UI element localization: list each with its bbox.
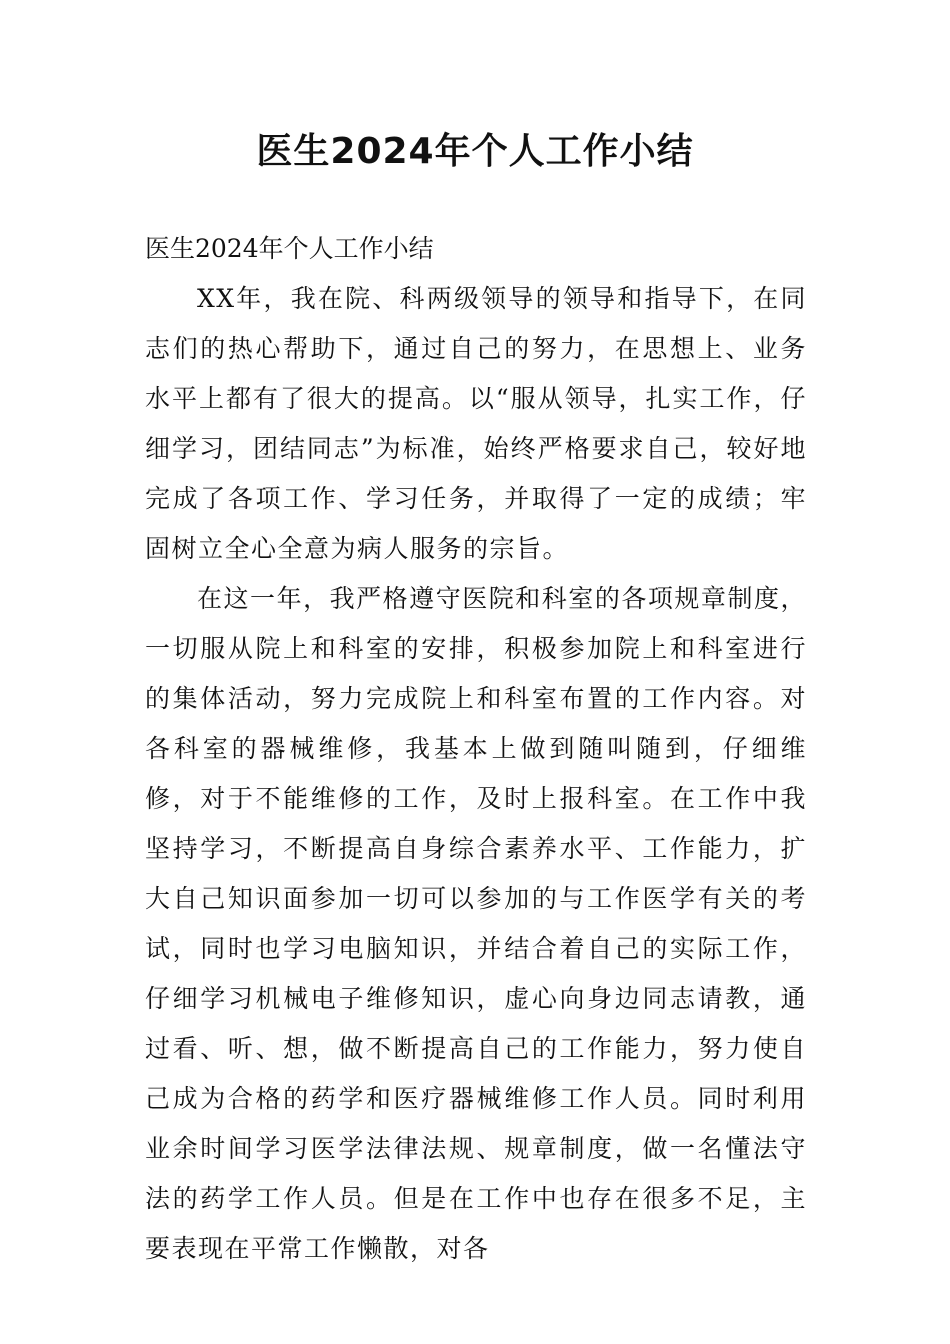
document-title: 医生2024年个人工作小结 [256,131,694,172]
paragraph: 在这一年，我严格遵守医院和科室的各项规章制度，一切服从院上和科室的安排，积极参加院上和科室进行的集体活动，努力完成院上和科室布置的工作内容。对各科室的器械维修，我基本上做到随叫随到，仔细维修，对于不能维修的工作，及时上报科室。在工作中我坚持学习，不断提高自身综合素养水平、工作能力，扩大自己知识面参加一切可以参加的与工作医学有关的考试，同时也学习电脑知识，并结合着自己的实际工作，仔细学习机械电子维修知识，虚心向身边同志请教，通过看、听、想，做不断提高自己的工作能力，努力使自己成为合格的药学和医疗器械维修工作人员。同时利用业余时间学习医学法律法规、规章制度，做一名懂法守法的药学工作人员。但是在工作中也存在很多不足，主要表现在平常工作懒散，对各 [145,584,807,1263]
paragraph: XX年，我在院、科两级领导的领导和指导下，在同志们的热心帮助下，通过自己的努力，在思想上、业务水平上都有了很大的提高。以“服从领导，扎实工作，仔细学习，团结同志”为标准，始终严格要求自己，较好地完成了各项工作、学习任务，并取得了一定的成绩；牢固树立全心全意为病人服务的宗旨。 [145,284,807,563]
document-body [145,224,807,1274]
document-subtitle: 医生2024年个人工作小结 [145,234,434,263]
